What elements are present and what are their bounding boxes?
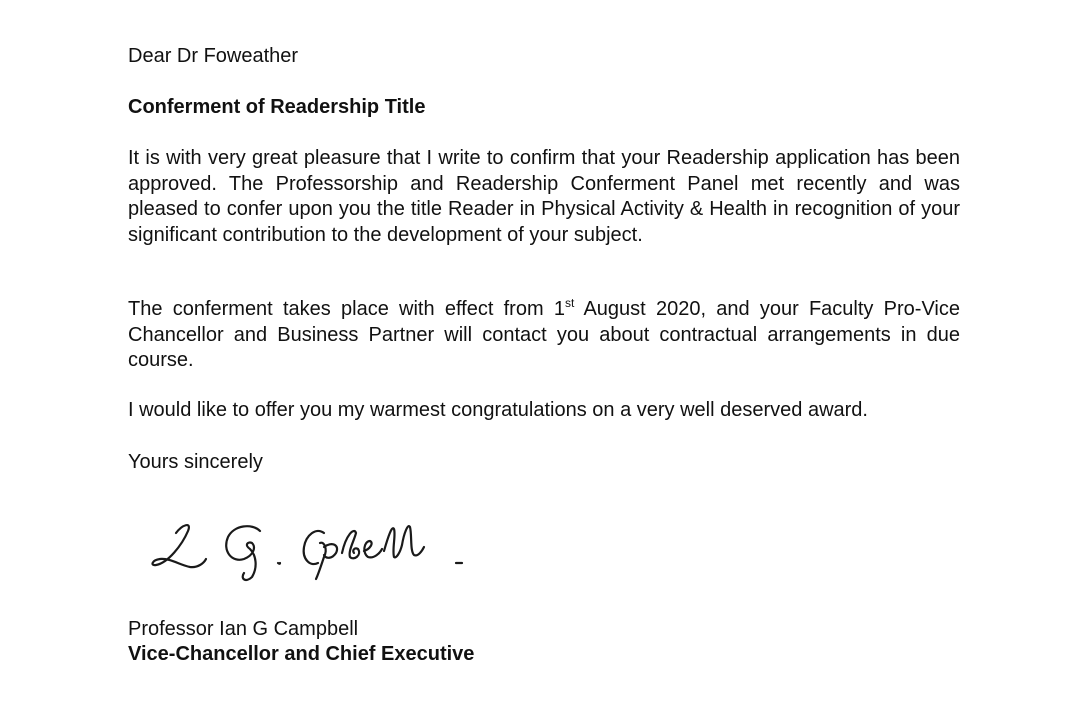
effective-date-text-start: The conferment takes place with effect from 1 — [128, 298, 565, 320]
ordinal-suffix: st — [564, 296, 575, 310]
effective-date-text-end: August 2020, and your Faculty Pro-Vice Chancellor and Business Partner will contact you about contractual arrangements in due course. — [128, 298, 960, 371]
paragraph-approval: It is with very great pleasure that I write to confirm that your Readership application has been approved. The Professorship and Readership Conferment Panel met recently and was pleased to confer upon you the title Reader in Physical Activity & Health in recognition of your significant contribution to the development of your subject. — [128, 147, 960, 246]
paragraph-congratulations: I would like to offer you my warmest congratulations on a very well deserved award. — [128, 399, 868, 421]
handwritten-signature — [148, 505, 498, 585]
closing-line: Yours sincerely — [128, 451, 263, 473]
signer-name: Professor Ian G Campbell — [128, 618, 359, 640]
salutation: Dear Dr Foweather — [128, 45, 299, 67]
signer-role: Vice-Chancellor and Chief Executive — [128, 643, 475, 665]
paragraph-effective-date — [128, 297, 960, 374]
letter-subject-heading: Conferment of Readership Title — [128, 96, 426, 118]
